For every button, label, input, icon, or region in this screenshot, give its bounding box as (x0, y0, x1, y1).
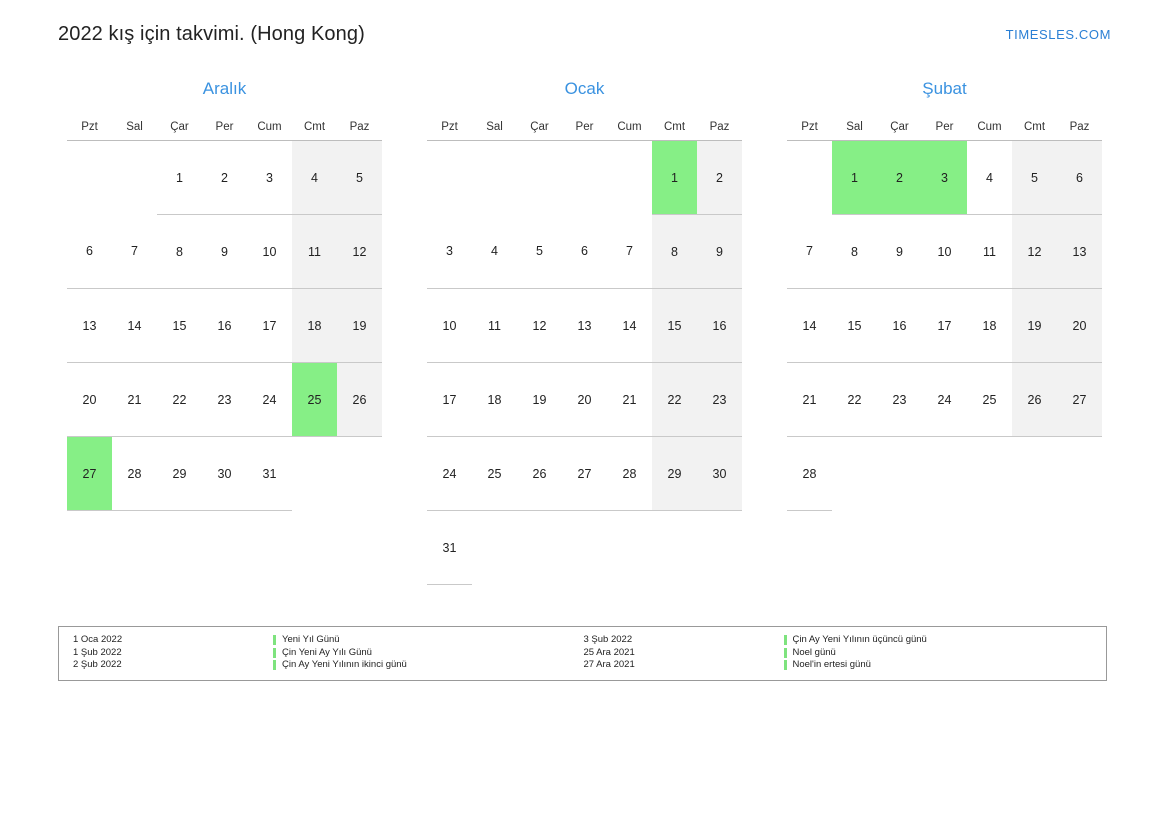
legend-date: 25 Ara 2021 (583, 646, 635, 658)
day-cell[interactable]: 27 (562, 437, 607, 511)
day-cell[interactable]: 9 (697, 215, 742, 289)
weekday-header: Cmt (292, 114, 337, 141)
day-cell-empty (472, 141, 517, 215)
legend-holiday-name: Yeni Yıl Günü (273, 634, 584, 647)
day-cell-empty (922, 511, 967, 585)
day-cell-empty (517, 511, 562, 585)
day-cell-empty (652, 511, 697, 585)
day-cell[interactable]: 8 (157, 215, 202, 289)
day-cell[interactable]: 11 (292, 215, 337, 289)
legend-date: 1 Oca 2022 (73, 634, 123, 645)
day-cell[interactable]: 19 (337, 289, 382, 363)
weekday-header-row (787, 114, 1102, 141)
day-cell[interactable]: 5 (337, 141, 382, 215)
week-row (787, 363, 1102, 437)
day-cell[interactable]: 14 (607, 289, 652, 363)
day-cell-empty (562, 141, 607, 215)
day-cell[interactable]: 21 (112, 363, 157, 437)
month-block (418, 78, 751, 585)
day-cell[interactable]: 19 (1012, 289, 1057, 363)
day-cell[interactable]: 3 (427, 215, 472, 289)
day-cell[interactable]: 22 (652, 363, 697, 437)
weekday-header: Çar (157, 114, 202, 141)
week-row (427, 141, 742, 215)
legend-date: 2 Şub 2022 (73, 659, 122, 670)
day-cell[interactable]: 5 (517, 215, 562, 289)
day-cell[interactable]: 17 (247, 289, 292, 363)
day-cell-empty (832, 511, 877, 585)
page-title: 2022 kış için takvimi. (Hong Kong) (58, 22, 365, 45)
week-row (427, 437, 742, 511)
day-cell[interactable]: 26 (1012, 363, 1057, 437)
day-cell[interactable]: 6 (1057, 141, 1102, 215)
month-title: Aralık (202, 79, 247, 98)
day-cell[interactable]: 23 (202, 363, 247, 437)
day-cell-empty (1012, 437, 1057, 511)
legend-column-right (584, 634, 1095, 672)
day-cell-empty (787, 511, 832, 585)
day-cell[interactable]: 21 (607, 363, 652, 437)
day-cell-empty (202, 511, 247, 585)
day-cell-holiday[interactable]: 25 (292, 363, 337, 437)
day-cell[interactable]: 18 (967, 289, 1012, 363)
page-header (58, 18, 1111, 50)
day-cell[interactable]: 21 (787, 363, 832, 437)
day-cell-holiday[interactable]: 2 (877, 141, 922, 215)
day-cell-empty (967, 437, 1012, 511)
day-cell-empty (517, 141, 562, 215)
day-cell[interactable]: 8 (652, 215, 697, 289)
day-cell[interactable]: 10 (922, 215, 967, 289)
week-row (787, 215, 1102, 289)
day-cell[interactable]: 4 (472, 215, 517, 289)
weekday-header: Per (562, 114, 607, 141)
day-cell[interactable]: 28 (112, 437, 157, 511)
day-cell[interactable]: 24 (247, 363, 292, 437)
weekday-header: Çar (517, 114, 562, 141)
day-cell[interactable]: 17 (922, 289, 967, 363)
week-row (427, 363, 742, 437)
weekday-header-row (67, 114, 382, 141)
day-cell[interactable]: 7 (112, 215, 157, 289)
day-cell[interactable]: 20 (67, 363, 112, 437)
legend-holiday-name: Çin Ay Yeni Yılının üçüncü günü (784, 634, 1095, 647)
day-cell-empty (697, 511, 742, 585)
weekday-header: Sal (112, 114, 157, 141)
legend-names-left (273, 634, 584, 672)
day-cell[interactable]: 28 (787, 437, 832, 511)
legend-holiday-name: Çin Ay Yeni Yılının ikinci günü (273, 659, 584, 672)
weekday-header: Pzt (427, 114, 472, 141)
day-cell[interactable]: 18 (472, 363, 517, 437)
week-row (427, 511, 742, 585)
day-cell[interactable]: 8 (832, 215, 877, 289)
month-grid (427, 114, 742, 585)
weekday-header: Pzt (67, 114, 112, 141)
holiday-legend (58, 626, 1107, 681)
week-row (67, 511, 382, 585)
day-cell-empty (607, 141, 652, 215)
legend-date: 1 Şub 2022 (73, 646, 122, 658)
legend-dates-left (73, 634, 273, 672)
day-cell[interactable]: 22 (832, 363, 877, 437)
day-cell[interactable]: 6 (67, 215, 112, 289)
day-cell[interactable]: 22 (157, 363, 202, 437)
legend-date: 3 Şub 2022 (583, 634, 633, 645)
day-cell[interactable]: 26 (337, 363, 382, 437)
day-cell[interactable]: 15 (157, 289, 202, 363)
day-cell[interactable]: 13 (562, 289, 607, 363)
day-cell[interactable]: 20 (1057, 289, 1102, 363)
day-cell-empty (922, 437, 967, 511)
day-cell[interactable]: 1 (157, 141, 202, 215)
legend-names-right (784, 634, 1095, 672)
day-cell-empty (1057, 511, 1102, 585)
day-cell-empty (67, 511, 112, 585)
day-cell-empty (427, 141, 472, 215)
day-cell-empty (337, 511, 382, 585)
day-cell-empty (562, 511, 607, 585)
month-title: Şubat (922, 79, 967, 98)
day-cell[interactable]: 28 (607, 437, 652, 511)
weekday-header: Pzt (787, 114, 832, 141)
weekday-header: Cmt (1012, 114, 1057, 141)
day-cell[interactable]: 15 (652, 289, 697, 363)
week-row (787, 437, 1102, 511)
day-cell-empty (607, 511, 652, 585)
week-row (787, 511, 1102, 585)
day-cell[interactable]: 19 (517, 363, 562, 437)
day-cell[interactable]: 25 (472, 437, 517, 511)
day-cell[interactable]: 24 (427, 437, 472, 511)
legend-date: 27 Ara 2021 (583, 659, 635, 670)
day-cell[interactable]: 23 (697, 363, 742, 437)
weekday-header: Cmt (652, 114, 697, 141)
day-cell[interactable]: 10 (427, 289, 472, 363)
month-block (58, 78, 391, 585)
day-cell[interactable]: 16 (697, 289, 742, 363)
legend-holiday-name: Noel'in ertesi günü (784, 659, 1095, 672)
day-cell-empty (1012, 511, 1057, 585)
day-cell[interactable]: 23 (877, 363, 922, 437)
weekday-header: Cum (607, 114, 652, 141)
legend-holiday-name: Çin Yeni Ay Yılı Günü (273, 647, 584, 660)
day-cell[interactable]: 7 (607, 215, 652, 289)
day-cell[interactable]: 30 (202, 437, 247, 511)
month-grid (67, 114, 382, 584)
week-row (67, 363, 382, 437)
day-cell-empty (472, 511, 517, 585)
weekday-header: Cum (967, 114, 1012, 141)
week-row (67, 437, 382, 511)
weekday-header: Çar (877, 114, 922, 141)
day-cell-empty (967, 511, 1012, 585)
weekday-header: Sal (472, 114, 517, 141)
legend-holiday-name: Noel günü (784, 647, 1095, 660)
day-cell[interactable]: 10 (247, 215, 292, 289)
day-cell-empty (112, 141, 157, 215)
day-cell-empty (832, 437, 877, 511)
day-cell-empty (877, 437, 922, 511)
day-cell[interactable]: 16 (202, 289, 247, 363)
day-cell[interactable]: 14 (787, 289, 832, 363)
day-cell-holiday[interactable]: 1 (652, 141, 697, 215)
day-cell-empty (1057, 437, 1102, 511)
week-row (427, 289, 742, 363)
day-cell[interactable]: 17 (427, 363, 472, 437)
day-cell[interactable]: 11 (967, 215, 1012, 289)
day-cell[interactable]: 3 (247, 141, 292, 215)
day-cell[interactable]: 31 (247, 437, 292, 511)
day-cell[interactable]: 4 (292, 141, 337, 215)
day-cell[interactable]: 26 (517, 437, 562, 511)
day-cell[interactable]: 15 (832, 289, 877, 363)
day-cell-empty (157, 511, 202, 585)
day-cell[interactable]: 5 (1012, 141, 1057, 215)
week-row (787, 289, 1102, 363)
weekday-header: Cum (247, 114, 292, 141)
weekday-header: Paz (1057, 114, 1102, 141)
day-cell[interactable]: 9 (877, 215, 922, 289)
day-cell[interactable]: 12 (517, 289, 562, 363)
day-cell[interactable]: 6 (562, 215, 607, 289)
day-cell[interactable]: 12 (337, 215, 382, 289)
weekday-header: Per (922, 114, 967, 141)
weekday-header: Per (202, 114, 247, 141)
calendar-months-container (58, 78, 1111, 585)
weekday-header: Paz (697, 114, 742, 141)
day-cell[interactable]: 30 (697, 437, 742, 511)
day-cell[interactable]: 7 (787, 215, 832, 289)
day-cell-empty (877, 511, 922, 585)
month-title: Ocak (564, 79, 605, 98)
weekday-header: Paz (337, 114, 382, 141)
day-cell[interactable]: 27 (1057, 363, 1102, 437)
day-cell[interactable]: 11 (472, 289, 517, 363)
week-row (67, 215, 382, 289)
day-cell[interactable]: 24 (922, 363, 967, 437)
week-row (787, 141, 1102, 215)
site-brand-link[interactable]: TIMESLES.COM (1005, 26, 1111, 42)
month-grid (787, 114, 1102, 584)
week-row (67, 289, 382, 363)
day-cell[interactable]: 29 (652, 437, 697, 511)
day-cell-empty (292, 511, 337, 585)
week-row (67, 141, 382, 215)
day-cell[interactable]: 25 (967, 363, 1012, 437)
day-cell-empty (112, 511, 157, 585)
day-cell-empty (247, 511, 292, 585)
day-cell[interactable]: 4 (967, 141, 1012, 215)
day-cell-empty (337, 437, 382, 511)
day-cell[interactable]: 29 (157, 437, 202, 511)
day-cell-empty (787, 141, 832, 215)
day-cell[interactable]: 31 (427, 511, 472, 585)
legend-dates-right (584, 634, 784, 672)
day-cell[interactable]: 13 (1057, 215, 1102, 289)
day-cell[interactable]: 18 (292, 289, 337, 363)
day-cell[interactable]: 2 (697, 141, 742, 215)
day-cell[interactable]: 13 (67, 289, 112, 363)
day-cell-holiday[interactable]: 27 (67, 437, 112, 511)
day-cell[interactable]: 16 (877, 289, 922, 363)
day-cell-empty (292, 437, 337, 511)
legend-column-left (73, 634, 584, 672)
week-row (427, 215, 742, 289)
day-cell[interactable]: 9 (202, 215, 247, 289)
month-block (778, 78, 1111, 585)
day-cell-holiday[interactable]: 3 (922, 141, 967, 215)
weekday-header-row (427, 114, 742, 141)
day-cell-empty (67, 141, 112, 215)
day-cell[interactable]: 12 (1012, 215, 1057, 289)
day-cell[interactable]: 14 (112, 289, 157, 363)
day-cell[interactable]: 2 (202, 141, 247, 215)
day-cell-holiday[interactable]: 1 (832, 141, 877, 215)
day-cell[interactable]: 20 (562, 363, 607, 437)
weekday-header: Sal (832, 114, 877, 141)
